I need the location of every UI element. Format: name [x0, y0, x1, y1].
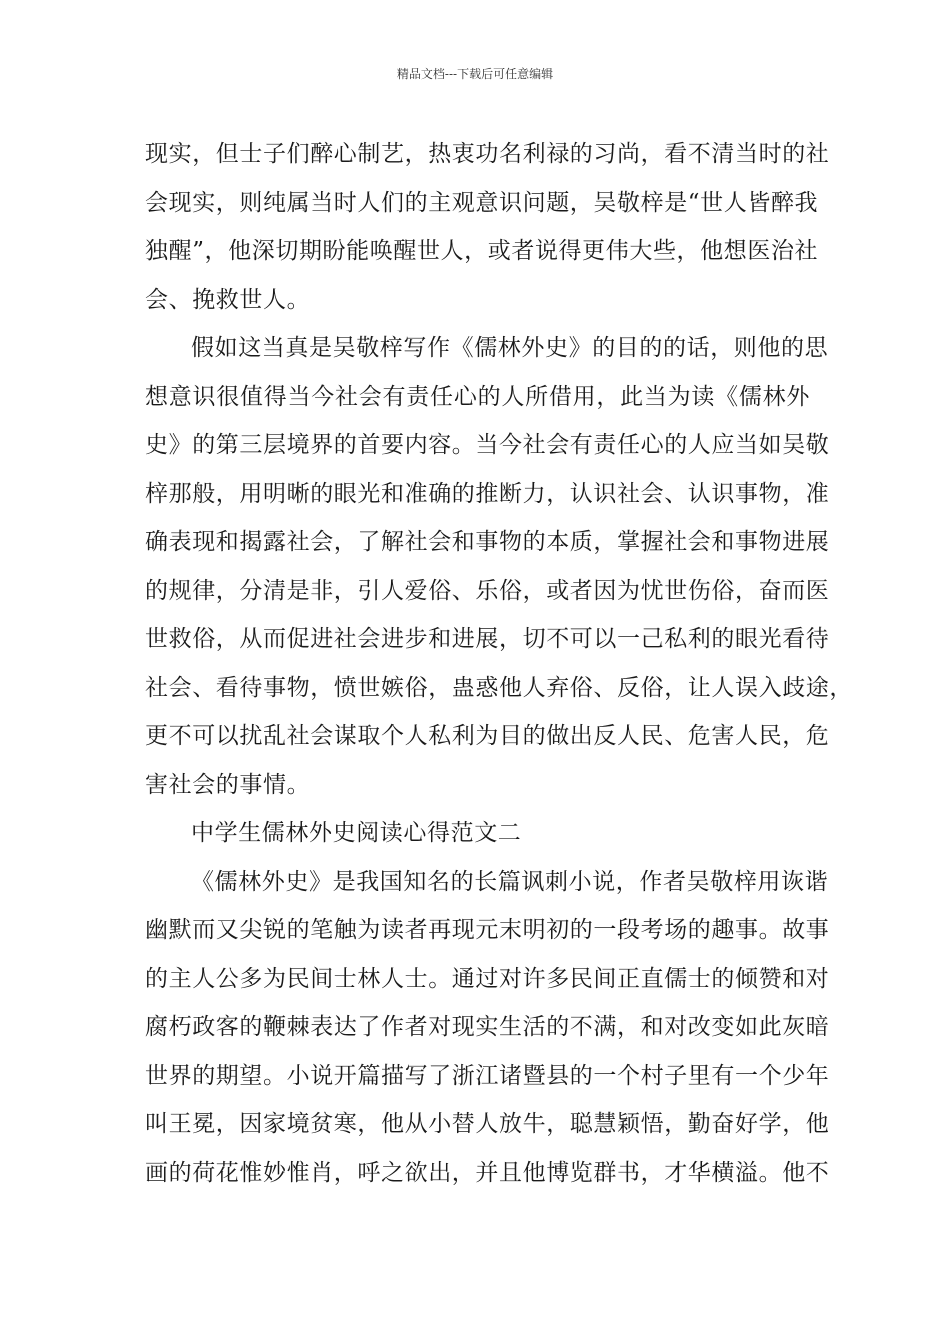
- text-line: 害社会的事情。: [145, 771, 311, 798]
- text-line: 会现实，则纯属当时人们的主观意识问题，吴敬梓是“世人皆醉我: [145, 189, 819, 216]
- text-line: 《儒林外史》是我国知名的长篇讽刺小说，作者吴敬梓用诙谐: [191, 868, 829, 895]
- text-line: 社会、看待事物，愤世嫉俗，蛊惑他人弃俗、反俗，让人误入歧途，: [145, 674, 853, 701]
- document-body: [145, 130, 853, 1197]
- text-line: 独醒”，他深切期盼能唤醒世人，或者说得更伟大些，他想医治社: [145, 238, 819, 264]
- text-line: 会、挽救世人。: [145, 286, 311, 313]
- text-line: 画的荷花惟妙惟肖，呼之欲出，并且他博览群书，才华横溢。他不: [145, 1159, 830, 1186]
- text-line: 更不可以扰乱社会谋取个人私利为目的做出反人民、危害人民，危: [145, 723, 830, 749]
- page-header: 精品文档---下载后可任意编辑: [396, 67, 554, 81]
- text-line: 世救俗，从而促进社会进步和进展，切不可以一己私利的眼光看待: [145, 626, 830, 652]
- text-line: 假如这当真是吴敬梓写作《儒林外史》的目的的话，则他的思: [191, 335, 829, 361]
- text-line: 梓那般，用明晰的眼光和准确的推断力，认识社会、认识事物，准: [145, 480, 830, 507]
- text-line: 的规律，分清是非，引人爱俗、乐俗，或者因为忧世伤俗，奋而医: [145, 577, 830, 604]
- text-line: 叫王冕，因家境贫寒，他从小替人放牛，聪慧颖悟，勤奋好学，他: [145, 1111, 830, 1137]
- text-line: 幽默而又尖锐的笔触为读者再现元末明初的一段考场的趣事。故事: [145, 917, 830, 943]
- text-line: 想意识很值得当今社会有责任心的人所借用，此当为读《儒林外: [145, 383, 810, 410]
- text-line: 中学生儒林外史阅读心得范文二: [191, 820, 522, 846]
- text-line: 确表现和揭露社会，了解社会和事物的本质，掌握社会和事物进展: [145, 529, 830, 555]
- text-line: 腐朽政客的鞭棘表达了作者对现实生活的不满，和对改变如此灰暗: [145, 1014, 830, 1040]
- text-line: 史》的第三层境界的首要内容。当今社会有责任心的人应当如吴敬: [145, 432, 830, 458]
- text-line: 现实，但士子们醉心制艺，热衷功名利禄的习尚，看不清当时的社: [145, 141, 830, 167]
- text-line: 的主人公多为民间士林人士。通过对许多民间正直儒士的倾赞和对: [145, 965, 830, 992]
- text-line: 世界的期望。小说开篇描写了浙江诸暨县的一个村子里有一个少年: [145, 1062, 830, 1089]
